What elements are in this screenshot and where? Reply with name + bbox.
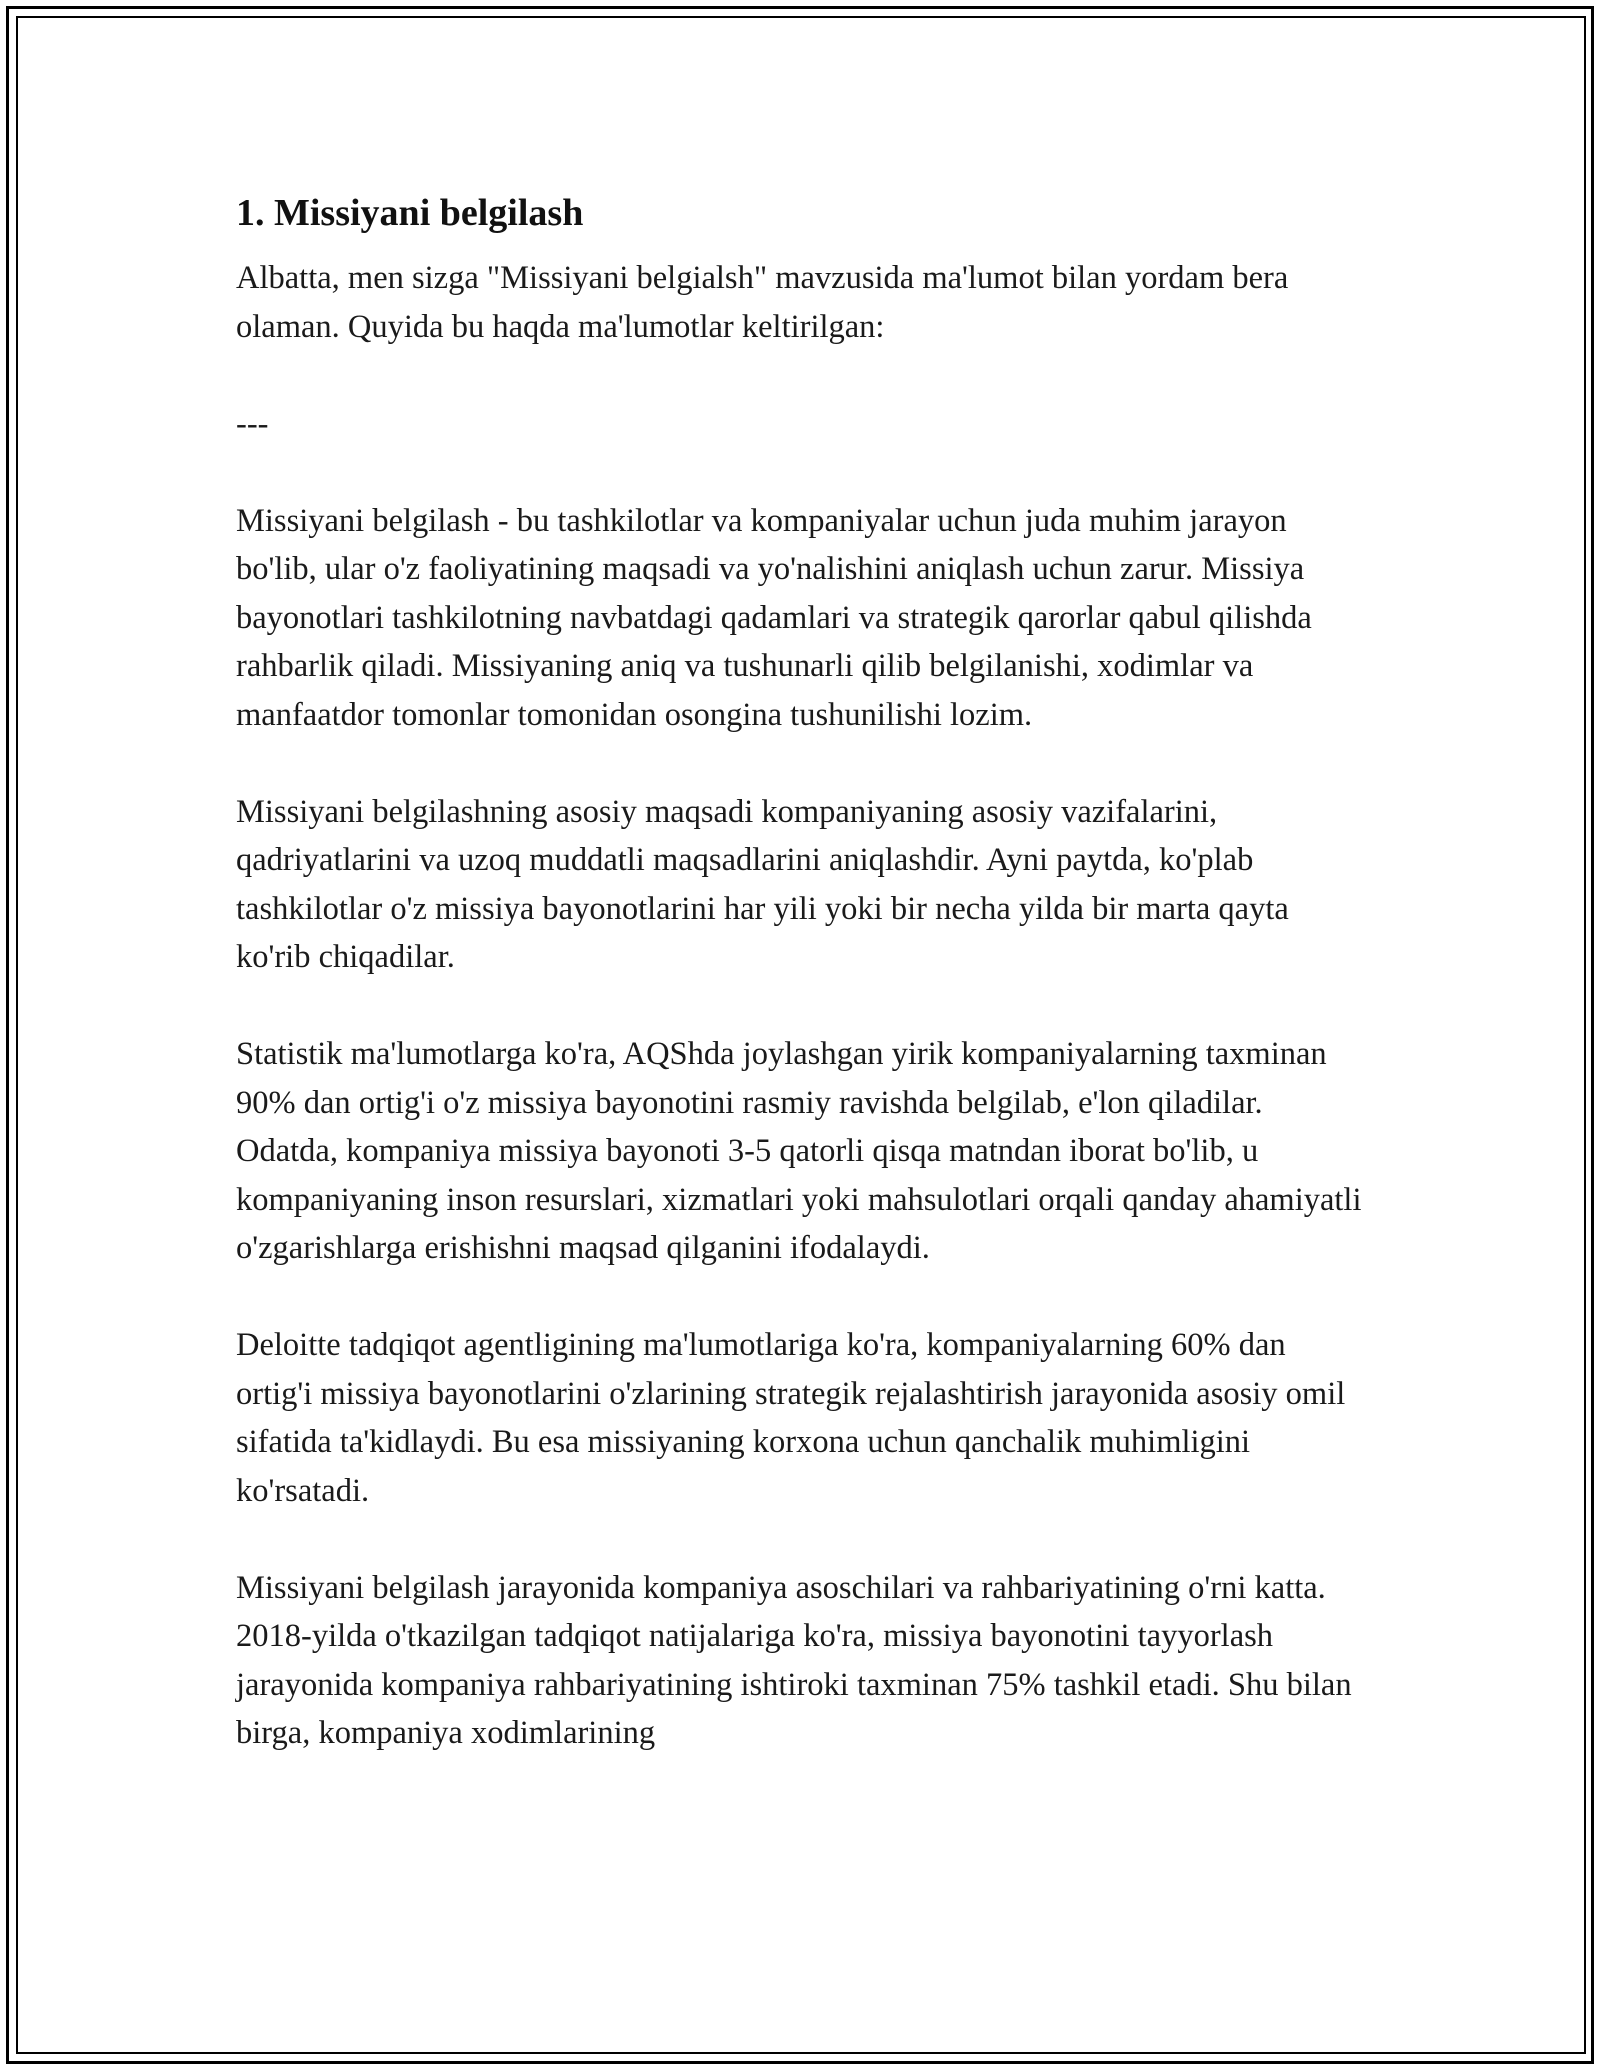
section-heading: 1. Missiyani belgilash [236, 192, 584, 234]
paragraph-separator: --- [236, 405, 269, 442]
paragraph-purpose: Missiyani belgilashning asosiy maqsadi kompaniyaning asosiy vazifalarini, qadriyatlarini va uzoq muddatli maqsadlarini aniqlashdir. Ayni paytda, ko'plab tashkilotlar o'z missiya bayonotlarini har yili yoki bir necha yilda bir marta qayta ko'rib chiqadilar. [236, 793, 1289, 975]
paragraph-definition: Missiyani belgilash - bu tashkilotlar va kompaniyalar uchun juda muhim jarayon bo'lib, ular o'z faoliyatining maqsadi va yo'nalishini aniqlash uchun zarur. Missiya bayonotlari tashkilotning navbatdagi qadamlari va strategik qarorlar qabul qilishda rahbarlik qiladi. Missiyaning aniq va tushunarli qilib belgilanishi, xodimlar va manfaatdor tomonlar tomonidan osongina tushunilishi lozim. [236, 502, 1312, 733]
paragraph-intro: Albatta, men sizga "Missiyani belgialsh" mavzusida ma'lumot bilan yordam bera olaman. Quyida bu haqda ma'lumotlar keltirilgan: [236, 260, 1289, 345]
paragraph-statistics: Statistik ma'lumotlarga ko'ra, AQShda joylashgan yirik kompaniyalarning taxminan 90% dan ortig'i o'z missiya bayonotini rasmiy ravishda belgilab, e'lon qiladilar. Odatda, kompaniya missiya bayonoti 3-5 qatorli qisqa matndan iborat bo'lib, u kompaniyaning inson resurslari, xizmatlari yoki mahsulotlari orqali qanday ahamiyatli o'zgarishlarga erishishni maqsad qilganini ifodalaydi. [236, 1036, 1362, 1266]
paragraph-deloitte: Deloitte tadqiqot agentligining ma'lumotlariga ko'ra, kompaniyalarning 60% dan ortig'i missiya bayonotlarini o'zlarining strategik rejalashtirish jarayonida asosiy omil sifatida ta'kidlaydi. Bu esa missiyaning korxona uchun qanchalik muhimligini ko'rsatadi. [236, 1327, 1346, 1509]
document-body [236, 186, 1366, 1806]
paragraph-leadership: Missiyani belgilash jarayonida kompaniya asoschilari va rahbariyatining o'rni katta. 2018-yilda o'tkazilgan tadqiqot natijalariga ko'ra, missiya bayonotini tayyorlash jarayonida kompaniya rahbariyatining ishtiroki taxminan 75% tashkil etadi. Shu bilan birga, kompaniya xodimlarining [236, 1569, 1352, 1751]
